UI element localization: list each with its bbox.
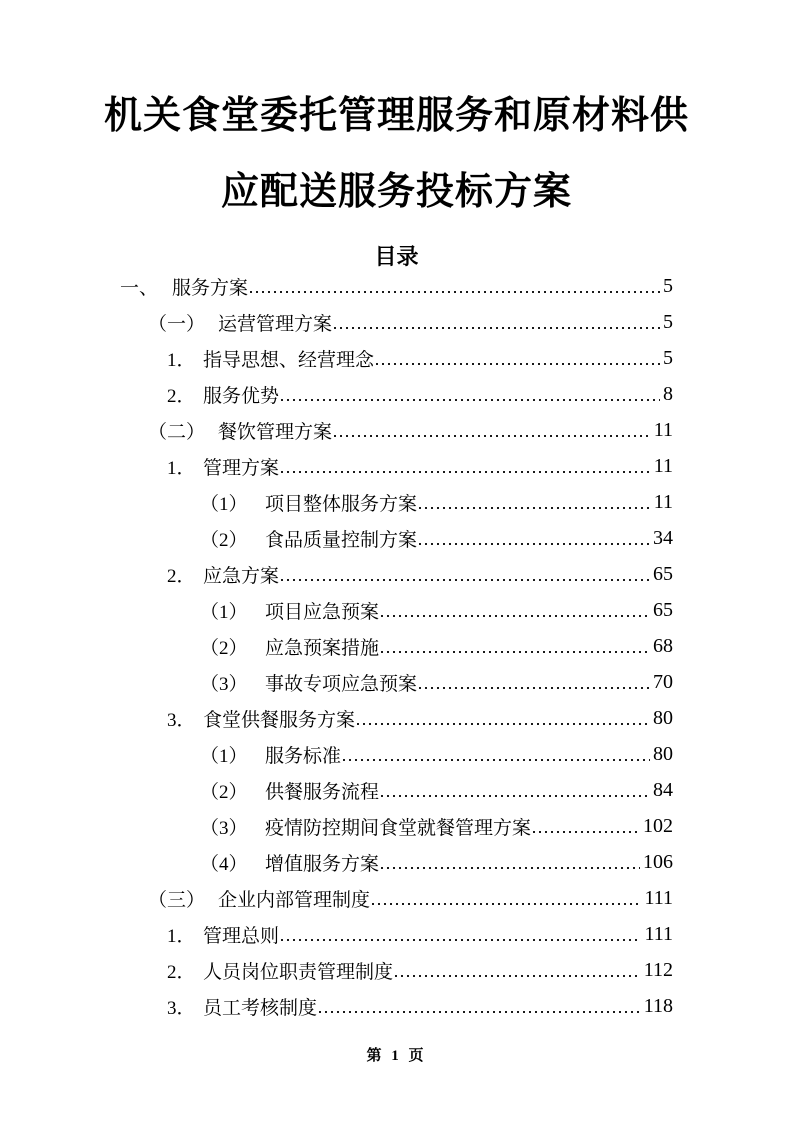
toc-entry-marker: （二） <box>148 421 206 443</box>
toc-entry-title: 疫情防控期间食堂就餐管理方案 <box>265 817 532 839</box>
toc-entry-marker: 3． <box>167 709 196 731</box>
toc-entry-marker: 1． <box>167 925 196 947</box>
toc-entry-title: 项目整体服务方案 <box>265 493 418 515</box>
toc-entry[interactable] <box>120 412 673 448</box>
toc-dot-leader <box>334 327 660 329</box>
toc-entry-marker: （3） <box>200 673 248 695</box>
toc-entry[interactable] <box>120 628 673 664</box>
toc-dot-leader <box>381 615 650 617</box>
toc-entry-page-number: 5 <box>663 310 673 333</box>
toc-entry-title: 人员岗位职责管理制度 <box>203 961 394 983</box>
toc-entry-page-number: 111 <box>644 886 673 909</box>
toc-dot-leader <box>419 543 650 545</box>
toc-entry-title: 企业内部管理制度 <box>218 889 371 911</box>
toc-entry-page-number: 68 <box>653 634 673 657</box>
toc-entry-title: 运营管理方案 <box>218 313 333 335</box>
toc-entry[interactable] <box>120 772 673 808</box>
toc-entry-marker: 2． <box>167 961 196 983</box>
toc-entry[interactable] <box>120 520 673 556</box>
toc-dot-leader <box>281 471 651 473</box>
toc-entry-title: 事故专项应急预案 <box>265 673 418 695</box>
toc-entry-marker: 2． <box>167 565 196 587</box>
toc-list <box>120 268 673 1024</box>
toc-dot-leader <box>281 939 641 941</box>
toc-entry-page-number: 11 <box>653 418 673 441</box>
toc-entry[interactable] <box>120 376 673 412</box>
toc-entry-marker: 一、 <box>120 277 159 299</box>
toc-entry-page-number: 102 <box>643 814 673 837</box>
toc-entry[interactable] <box>120 556 673 592</box>
toc-dot-leader <box>419 687 650 689</box>
toc-entry-page-number: 34 <box>653 526 673 549</box>
toc-entry-marker: （2） <box>200 781 248 803</box>
toc-dot-leader <box>533 831 640 833</box>
toc-entry-page-number: 106 <box>643 850 673 873</box>
toc-entry-title: 应急预案措施 <box>265 637 380 659</box>
toc-entry-marker: （1） <box>200 745 248 767</box>
toc-entry[interactable] <box>120 844 673 880</box>
toc-entry-page-number: 111 <box>644 922 673 945</box>
toc-entry-page-number: 70 <box>653 670 673 693</box>
toc-dot-leader <box>376 363 660 365</box>
toc-entry-title: 增值服务方案 <box>265 853 380 875</box>
toc-entry[interactable] <box>120 664 673 700</box>
toc-dot-leader <box>395 975 641 977</box>
toc-entry-title: 管理方案 <box>203 457 280 479</box>
toc-entry-marker: （2） <box>200 529 248 551</box>
toc-dot-leader <box>281 579 650 581</box>
toc-entry[interactable] <box>120 700 673 736</box>
toc-entry-page-number: 8 <box>663 382 673 405</box>
toc-entry[interactable] <box>120 304 673 340</box>
toc-entry-marker: 1． <box>167 349 196 371</box>
toc-entry-marker: （1） <box>200 601 248 623</box>
toc-entry-marker: （2） <box>200 637 248 659</box>
toc-dot-leader <box>281 399 660 401</box>
toc-heading: 目录 <box>374 244 419 269</box>
toc-entry-title: 供餐服务流程 <box>265 781 380 803</box>
toc-entry-page-number: 11 <box>653 454 673 477</box>
toc-entry[interactable] <box>120 916 673 952</box>
toc-entry-page-number: 65 <box>653 562 673 585</box>
toc-entry[interactable] <box>120 736 673 772</box>
toc-dot-leader <box>343 759 650 761</box>
toc-entry-marker: （1） <box>200 493 248 515</box>
toc-dot-leader <box>381 651 650 653</box>
toc-entry-title: 员工考核制度 <box>203 997 318 1019</box>
toc-entry-title: 食品质量控制方案 <box>265 529 418 551</box>
toc-entry-marker: （一） <box>148 313 206 335</box>
toc-entry[interactable] <box>120 988 673 1024</box>
toc-entry-title: 管理总则 <box>203 925 280 947</box>
toc-entry-page-number: 118 <box>643 994 673 1017</box>
toc-entry-marker: 1． <box>167 457 196 479</box>
toc-entry[interactable] <box>120 880 673 916</box>
toc-entry[interactable] <box>120 592 673 628</box>
toc-entry[interactable] <box>120 340 673 376</box>
document-title <box>60 78 733 230</box>
toc-entry-marker: （4） <box>200 853 248 875</box>
toc-entry[interactable] <box>120 952 673 988</box>
toc-entry[interactable] <box>120 268 673 304</box>
toc-entry-title: 指导思想、经营理念 <box>203 349 375 371</box>
document-title-line1: 机关食堂委托管理服务和原材料供 <box>103 95 689 137</box>
toc-entry-title: 服务标准 <box>265 745 342 767</box>
page-footer: 第 1 页 <box>366 1048 427 1064</box>
toc-entry-marker: 3． <box>167 997 196 1019</box>
toc-entry-page-number: 5 <box>663 346 673 369</box>
toc-entry-title: 食堂供餐服务方案 <box>203 709 356 731</box>
toc-entry-page-number: 112 <box>643 958 673 981</box>
toc-dot-leader <box>319 1011 641 1013</box>
toc-entry-page-number: 65 <box>653 598 673 621</box>
toc-dot-leader <box>372 903 641 905</box>
toc-entry-marker: 2． <box>167 385 196 407</box>
toc-entry-page-number: 80 <box>653 706 673 729</box>
toc-entry-page-number: 11 <box>653 490 673 513</box>
toc-entry-marker: （三） <box>148 889 206 911</box>
toc-entry[interactable] <box>120 484 673 520</box>
toc-dot-leader <box>357 723 650 725</box>
toc-entry-page-number: 5 <box>663 274 673 297</box>
toc-entry-title: 服务方案 <box>172 277 249 299</box>
toc-dot-leader <box>250 291 660 293</box>
toc-entry[interactable] <box>120 448 673 484</box>
toc-entry-title: 项目应急预案 <box>265 601 380 623</box>
document-title-line2: 应配送服务投标方案 <box>220 171 572 213</box>
toc-entry-page-number: 80 <box>653 742 673 765</box>
toc-dot-leader <box>334 435 651 437</box>
toc-entry-title: 餐饮管理方案 <box>218 421 333 443</box>
toc-dot-leader <box>381 795 650 797</box>
toc-entry-page-number: 84 <box>653 778 673 801</box>
toc-dot-leader <box>419 507 651 509</box>
toc-entry-title: 服务优势 <box>203 385 280 407</box>
toc-entry[interactable] <box>120 808 673 844</box>
toc-entry-title: 应急方案 <box>203 565 280 587</box>
toc-entry-marker: （3） <box>200 817 248 839</box>
toc-dot-leader <box>381 867 640 869</box>
